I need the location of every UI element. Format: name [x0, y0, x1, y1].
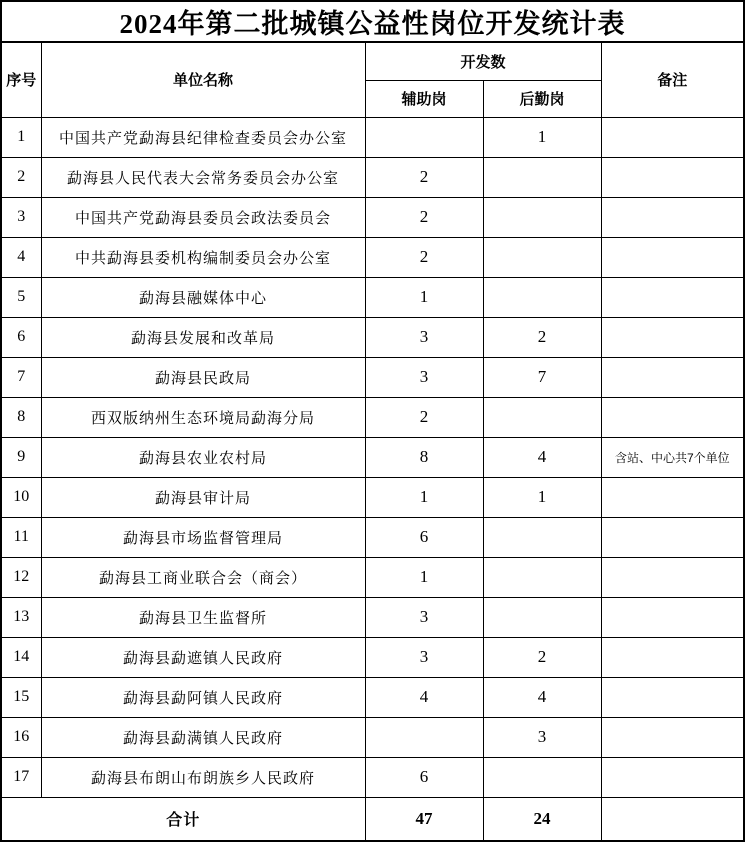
cell-aux-count: 8: [365, 437, 483, 477]
table-header: [1, 1, 744, 117]
cell-log-count: 7: [483, 357, 601, 397]
header-row-1: [1, 42, 744, 80]
cell-unit-name: 勐海县勐满镇人民政府: [41, 717, 365, 757]
col-header-remark: 备注: [601, 42, 744, 117]
cell-aux-count: [365, 717, 483, 757]
cell-serial: 13: [1, 597, 41, 637]
cell-serial: 12: [1, 557, 41, 597]
cell-serial: 15: [1, 677, 41, 717]
cell-aux-count: 6: [365, 517, 483, 557]
cell-remark: [601, 117, 744, 157]
cell-aux-count: 2: [365, 197, 483, 237]
cell-aux-count: 3: [365, 357, 483, 397]
cell-unit-name: 勐海县工商业联合会（商会）: [41, 557, 365, 597]
cell-serial: 4: [1, 237, 41, 277]
total-log-value: 24: [483, 797, 601, 841]
table-row: [1, 277, 744, 317]
table-body: [1, 117, 744, 797]
total-label: 合计: [1, 797, 365, 841]
table-row: [1, 117, 744, 157]
cell-log-count: 3: [483, 717, 601, 757]
cell-remark: 含站、中心共7个单位: [601, 437, 744, 477]
cell-remark: [601, 757, 744, 797]
cell-serial: 7: [1, 357, 41, 397]
cell-unit-name: 勐海县人民代表大会常务委员会办公室: [41, 157, 365, 197]
col-header-aux-post: 辅助岗: [365, 80, 483, 117]
cell-log-count: 4: [483, 437, 601, 477]
cell-log-count: 2: [483, 317, 601, 357]
cell-unit-name: 勐海县市场监督管理局: [41, 517, 365, 557]
col-header-unit: 单位名称: [41, 42, 365, 117]
cell-log-count: [483, 557, 601, 597]
table-row: [1, 397, 744, 437]
cell-remark: [601, 677, 744, 717]
cell-serial: 14: [1, 637, 41, 677]
table-row: [1, 557, 744, 597]
cell-log-count: [483, 597, 601, 637]
cell-unit-name: 中国共产党勐海县委员会政法委员会: [41, 197, 365, 237]
col-header-log-post: 后勤岗: [483, 80, 601, 117]
cell-log-count: 2: [483, 637, 601, 677]
cell-unit-name: 勐海县融媒体中心: [41, 277, 365, 317]
cell-serial: 11: [1, 517, 41, 557]
table-row: [1, 197, 744, 237]
cell-unit-name: 中国共产党勐海县纪律检查委员会办公室: [41, 117, 365, 157]
cell-unit-name: 勐海县民政局: [41, 357, 365, 397]
cell-aux-count: 4: [365, 677, 483, 717]
cell-aux-count: 2: [365, 237, 483, 277]
cell-log-count: [483, 517, 601, 557]
cell-serial: 2: [1, 157, 41, 197]
cell-serial: 10: [1, 477, 41, 517]
cell-unit-name: 勐海县审计局: [41, 477, 365, 517]
cell-aux-count: 3: [365, 637, 483, 677]
table-row: [1, 477, 744, 517]
cell-unit-name: 中共勐海县委机构编制委员会办公室: [41, 237, 365, 277]
cell-aux-count: 2: [365, 397, 483, 437]
cell-remark: [601, 317, 744, 357]
cell-aux-count: 3: [365, 317, 483, 357]
total-aux-value: 47: [365, 797, 483, 841]
cell-remark: [601, 517, 744, 557]
cell-aux-count: 1: [365, 557, 483, 597]
cell-remark: [601, 197, 744, 237]
col-header-dev-count: 开发数: [365, 42, 601, 80]
cell-serial: 6: [1, 317, 41, 357]
page-title: 2024年第二批城镇公益性岗位开发统计表: [1, 1, 744, 42]
cell-log-count: [483, 277, 601, 317]
cell-remark: [601, 597, 744, 637]
cell-remark: [601, 557, 744, 597]
col-header-serial: 序号: [1, 42, 41, 117]
cell-remark: [601, 277, 744, 317]
total-row: [1, 797, 744, 841]
table-row: [1, 437, 744, 477]
cell-unit-name: 勐海县卫生监督所: [41, 597, 365, 637]
cell-unit-name: 西双版纳州生态环境局勐海分局: [41, 397, 365, 437]
cell-serial: 9: [1, 437, 41, 477]
table-footer: [1, 797, 744, 841]
cell-remark: [601, 237, 744, 277]
cell-unit-name: 勐海县发展和改革局: [41, 317, 365, 357]
cell-unit-name: 勐海县布朗山布朗族乡人民政府: [41, 757, 365, 797]
table-row: [1, 637, 744, 677]
cell-aux-count: [365, 117, 483, 157]
total-remark-cell: [601, 797, 744, 841]
table-row: [1, 757, 744, 797]
table-row: [1, 717, 744, 757]
cell-unit-name: 勐海县农业农村局: [41, 437, 365, 477]
cell-remark: [601, 397, 744, 437]
cell-serial: 17: [1, 757, 41, 797]
cell-log-count: [483, 197, 601, 237]
cell-log-count: [483, 757, 601, 797]
cell-unit-name: 勐海县勐遮镇人民政府: [41, 637, 365, 677]
cell-aux-count: 1: [365, 477, 483, 517]
cell-remark: [601, 637, 744, 677]
cell-remark: [601, 477, 744, 517]
cell-aux-count: 3: [365, 597, 483, 637]
cell-aux-count: 6: [365, 757, 483, 797]
cell-remark: [601, 357, 744, 397]
table-row: [1, 317, 744, 357]
cell-serial: 8: [1, 397, 41, 437]
table-row: [1, 237, 744, 277]
cell-unit-name: 勐海县勐阿镇人民政府: [41, 677, 365, 717]
cell-serial: 16: [1, 717, 41, 757]
cell-serial: 5: [1, 277, 41, 317]
cell-log-count: [483, 397, 601, 437]
cell-log-count: 4: [483, 677, 601, 717]
cell-log-count: [483, 237, 601, 277]
table-row: [1, 157, 744, 197]
title-row: [1, 1, 744, 42]
cell-log-count: 1: [483, 477, 601, 517]
cell-remark: [601, 717, 744, 757]
cell-remark: [601, 157, 744, 197]
table-row: [1, 517, 744, 557]
cell-serial: 1: [1, 117, 41, 157]
table-row: [1, 677, 744, 717]
table-row: [1, 597, 744, 637]
cell-log-count: 1: [483, 117, 601, 157]
cell-aux-count: 1: [365, 277, 483, 317]
cell-log-count: [483, 157, 601, 197]
table-row: [1, 357, 744, 397]
cell-serial: 3: [1, 197, 41, 237]
cell-aux-count: 2: [365, 157, 483, 197]
